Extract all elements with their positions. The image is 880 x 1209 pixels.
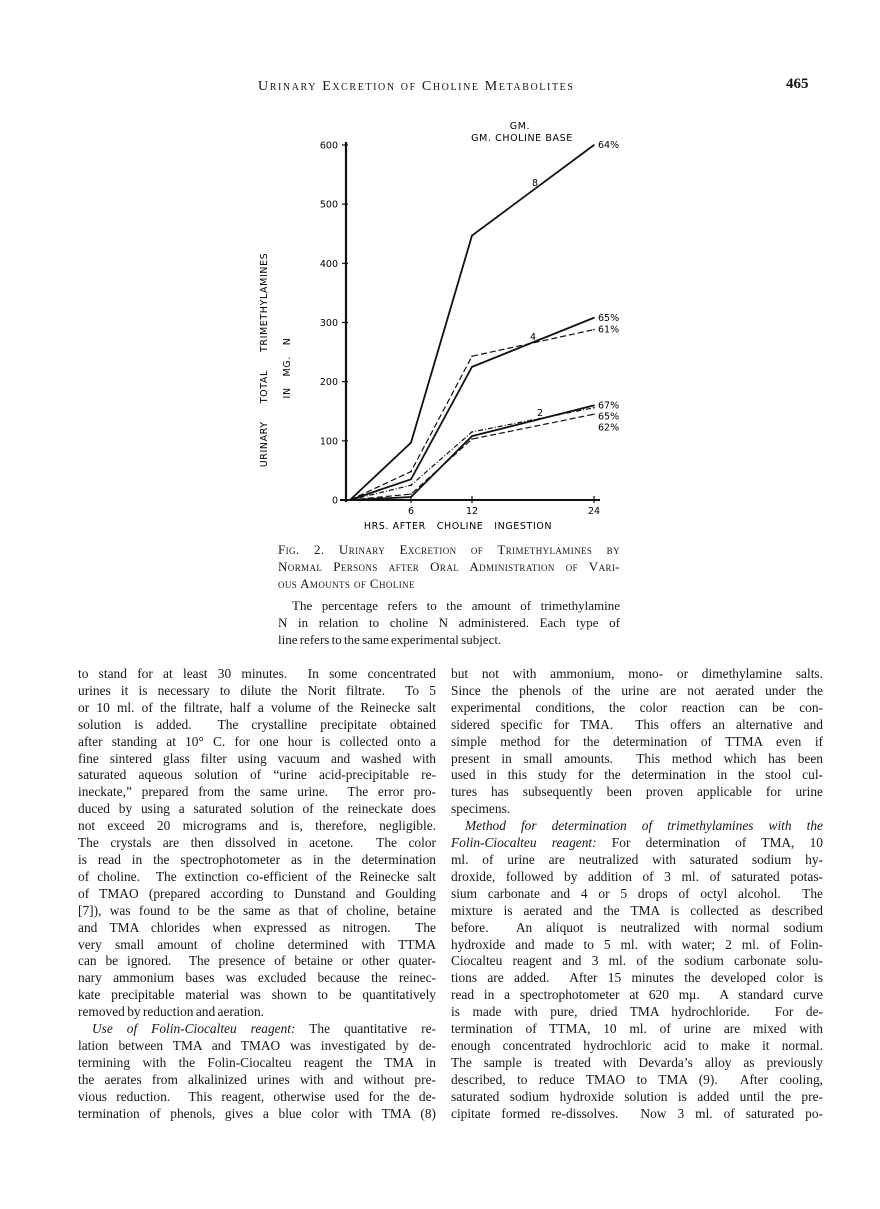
dose-label: 8 [532, 178, 539, 189]
text-line [78, 734, 436, 751]
caption-title-line: Fig. 2. Urinary Excretion of Trimethylamines by [278, 542, 620, 557]
text-run: of choline. The extinction co-efficient of the Reinecke salt [78, 868, 436, 884]
data-point [471, 431, 473, 433]
dose-label: 2 [537, 408, 544, 419]
text-run: very small amount of choline determined with TTMA [78, 936, 436, 952]
text-run: sidered specific for TMA. This offers an alternative and [451, 716, 823, 732]
text-line [451, 717, 823, 734]
caption-note-line: The percentage refers to the amount of trimethylamine [292, 598, 620, 613]
text-line [78, 818, 436, 835]
text-run: can be ignored. The presence of betaine or other quater- [78, 953, 436, 969]
text-run: of TMAO (prepared according to Dunstand and Goulding [78, 885, 436, 901]
text-line [451, 937, 823, 954]
data-point [593, 407, 595, 409]
text-line [451, 970, 823, 987]
italic-run-in-heading: Method for determination of trimethylamines with the [465, 818, 823, 834]
y-tick-label: 0 [331, 495, 338, 507]
text-run: Ciocalteu reagent and 3 ml. of the sodium carbonate solu- [451, 953, 823, 969]
y-tick-label: 500 [319, 199, 338, 211]
data-point [593, 329, 595, 331]
text-line [78, 937, 436, 954]
text-line [78, 970, 436, 987]
text-line [78, 1021, 436, 1038]
text-line [78, 717, 436, 734]
text-line [451, 818, 823, 835]
data-point [471, 235, 473, 237]
chart-title-line1: GM. [509, 121, 531, 132]
text-line [451, 666, 823, 683]
text-line [78, 886, 436, 903]
text-run: but not with ammonium, mono- or dimethylamine salts. [451, 666, 823, 681]
data-point [410, 478, 412, 480]
text-run: The crystals are then dissolved in acetone. The color [78, 835, 436, 851]
text-line [451, 1106, 823, 1123]
text-line [78, 987, 436, 1004]
text-line [451, 920, 823, 937]
x-tick-label: 24 [587, 506, 601, 517]
italic-run-in-heading: Folin-Ciocalteu reagent: [451, 835, 597, 851]
data-point [593, 405, 595, 407]
text-run: termining with the Folin-Ciocalteu reagent the TMA in [78, 1054, 436, 1070]
text-line [78, 903, 436, 920]
text-run: duced by using a saturated solution of the reineckate does [78, 801, 436, 817]
series-line [350, 145, 594, 500]
text-run: mixture is aerated and the TMA is collected as described [451, 902, 823, 918]
y-axis-unit-label: IN MG. N [282, 337, 293, 399]
caption-note [278, 597, 620, 648]
text-run: ml. of urine are neutralized with saturated sodium hy- [451, 851, 823, 867]
caption-title-line: ous Amounts of Choline [278, 576, 415, 591]
text-line [451, 1055, 823, 1072]
data-point [593, 413, 595, 415]
data-point [410, 484, 412, 486]
text-run: tions are added. After 15 minutes the developed color is [451, 970, 823, 986]
text-run: lation between TMA and TMAO was investigated by de- [78, 1037, 436, 1053]
y-tick-label: 400 [319, 258, 338, 270]
data-point [471, 435, 473, 437]
text-line [78, 801, 436, 818]
percent-label: 64% [598, 140, 620, 151]
text-run: read in a spectrophotometer at 620 mμ. A standard curve [451, 987, 823, 1003]
text-line [451, 953, 823, 970]
percent-label: 65% [598, 312, 620, 324]
caption-note-line: line refers to the same experimental subject. [278, 632, 502, 647]
text-line [451, 987, 823, 1004]
text-run: and TMA chlorides when expressed as nitrogen. The [78, 919, 436, 935]
text-run: used in this study for the determination in the stool cul- [451, 767, 823, 783]
text-run: is read in the spectrophotometer as in the determination [78, 851, 436, 867]
text-run: hydroxide and made to 5 ml. with water; 2 ml. of Folin- [451, 936, 823, 952]
series-line [350, 405, 594, 500]
x-tick-label: 6 [407, 506, 415, 517]
y-tick-label: 200 [319, 377, 338, 389]
text-run: solution is added. The crystalline precipitate obtained [78, 716, 436, 732]
text-line [78, 751, 436, 768]
text-run: termination of TTMA, 10 ml. of urine are mixed with [451, 1021, 823, 1037]
text-run: simple method for the determination of TTMA even if [451, 733, 823, 749]
text-run: not exceed 20 micrograms and is, therefore, negligible. [78, 818, 436, 834]
y-tick-label: 300 [319, 318, 338, 329]
body-column-left [78, 666, 436, 1122]
text-run: fine sintered glass filter using vacuum and washed with [78, 750, 436, 766]
text-run: cipitate formed re-dissolves. Now 3 ml. of saturated po- [451, 1105, 823, 1121]
text-run: removed by reduction and aeration. [78, 1004, 264, 1020]
data-point [410, 493, 412, 495]
data-point [471, 355, 473, 357]
data-point [410, 496, 412, 498]
text-run: to stand for at least 30 minutes. In some concentrated [78, 666, 436, 681]
text-line [451, 869, 823, 886]
text-line [451, 734, 823, 751]
text-line [451, 835, 823, 852]
caption-title [278, 541, 620, 592]
chart-title: GM. CHOLINE BASE [471, 133, 573, 144]
text-run: enough concentrated hydrochloric acid to make it normal. [451, 1037, 823, 1053]
text-run: termination of phenols, gives a blue color with TMA (8) [78, 1105, 436, 1121]
text-run: kate precipitable material was shown to be quantitatively [78, 987, 436, 1003]
text-run: ineckate,” prepared from the same urine. The error pro- [78, 784, 436, 800]
figure-2-chart [0, 0, 880, 540]
text-run: [7]), was found to be the same as that of choline, betaine [78, 902, 436, 918]
caption-title-line: Normal Persons after Oral Administration of Vari- [278, 559, 620, 574]
text-line [451, 683, 823, 700]
text-line [78, 767, 436, 784]
data-point [410, 471, 412, 473]
y-tick-label: 600 [319, 140, 338, 152]
text-run: For determination of TMA, 10 [596, 835, 823, 851]
text-line [451, 852, 823, 869]
text-line [451, 1089, 823, 1106]
data-point [471, 438, 473, 440]
x-tick-label: 12 [465, 506, 479, 517]
text-line [78, 683, 436, 700]
text-line [78, 666, 436, 683]
y-axis-label: URINARY TOTAL TRIMETHYLAMINES [259, 252, 270, 468]
text-run: nary ammonium bases was excluded because the reinec- [78, 970, 436, 986]
text-line [451, 801, 823, 818]
text-run: is made with pure, dried TMA hydrochloride. For de- [451, 1004, 823, 1020]
text-run: or 10 ml. of the filtrate, half a volume of the Reinecke salt [78, 699, 436, 715]
percent-label: 62% [598, 422, 620, 434]
percent-label: 67% [598, 400, 620, 412]
text-line [451, 700, 823, 717]
dose-label: 4 [530, 332, 537, 343]
text-line [78, 953, 436, 970]
text-run: the aerates from alkalinized urines with and without pre- [78, 1071, 436, 1087]
percent-label: 65% [598, 411, 620, 423]
text-line [451, 1021, 823, 1038]
running-head: Urinary Excretion of Choline Metabolites [258, 79, 575, 94]
text-line [78, 700, 436, 717]
text-line [451, 903, 823, 920]
text-run: The quantitative re- [295, 1021, 436, 1037]
data-point [593, 317, 595, 319]
y-tick-label: 100 [319, 436, 338, 448]
text-line [78, 1106, 436, 1123]
text-run: urines it is necessary to dilute the Norit filtrate. To 5 [78, 682, 436, 698]
percent-label: 61% [598, 324, 620, 336]
text-line [451, 1072, 823, 1089]
text-line [451, 886, 823, 903]
text-line [451, 1004, 823, 1021]
text-run: droxide, followed by addition of 3 ml. of saturated potas- [451, 868, 823, 884]
data-point [410, 442, 412, 444]
figure-caption [278, 541, 620, 648]
text-run: sium carbonate and 4 or 5 drops of octyl alcohol. The [451, 885, 823, 901]
text-run: experimental conditions, the color reaction can be con- [451, 699, 823, 715]
text-line [78, 1072, 436, 1089]
text-line [78, 869, 436, 886]
text-run: described, to reduce TMAO to TMA (9). After cooling, [451, 1071, 823, 1087]
text-line [78, 1038, 436, 1055]
text-line [451, 1038, 823, 1055]
body-column-right [451, 666, 823, 1122]
series-line [350, 318, 594, 500]
text-run: specimens. [451, 801, 511, 817]
data-point [593, 144, 595, 146]
text-line [451, 784, 823, 801]
text-run: saturated sodium hydroxide solution is added until the pre- [451, 1088, 823, 1104]
x-axis-label: HRS. AFTER CHOLINE INGESTION [363, 521, 553, 532]
text-run: The sample is treated with Devarda’s alloy as previously [451, 1054, 823, 1070]
text-run: Since the phenols of the urine are not aerated under the [451, 682, 823, 698]
page-number: 465 [786, 76, 809, 92]
text-line [78, 1089, 436, 1106]
text-line [78, 784, 436, 801]
data-point [471, 366, 473, 368]
text-line [78, 835, 436, 852]
text-run: before. An aliquot is neutralized with normal sodium [451, 919, 823, 935]
text-line [78, 1055, 436, 1072]
text-line [451, 751, 823, 768]
text-run: saturated aqueous solution of “urine acid-precipitable re- [78, 767, 436, 783]
text-run: vious reduction. This reagent, otherwise used for the de- [78, 1088, 436, 1104]
text-run: present in small amounts. This method which has been [451, 750, 823, 766]
text-run: tures has subsequently been proven applicable for urine [451, 784, 823, 800]
caption-note-line: N in relation to choline N administered. Each type of [278, 615, 620, 630]
text-run: after standing at 10° C. for one hour is collected onto a [78, 733, 436, 749]
text-line [78, 1004, 436, 1021]
text-line [78, 920, 436, 937]
text-line [78, 852, 436, 869]
text-line [451, 767, 823, 784]
italic-run-in-heading: Use of Folin-Ciocalteu reagent: [92, 1021, 296, 1037]
